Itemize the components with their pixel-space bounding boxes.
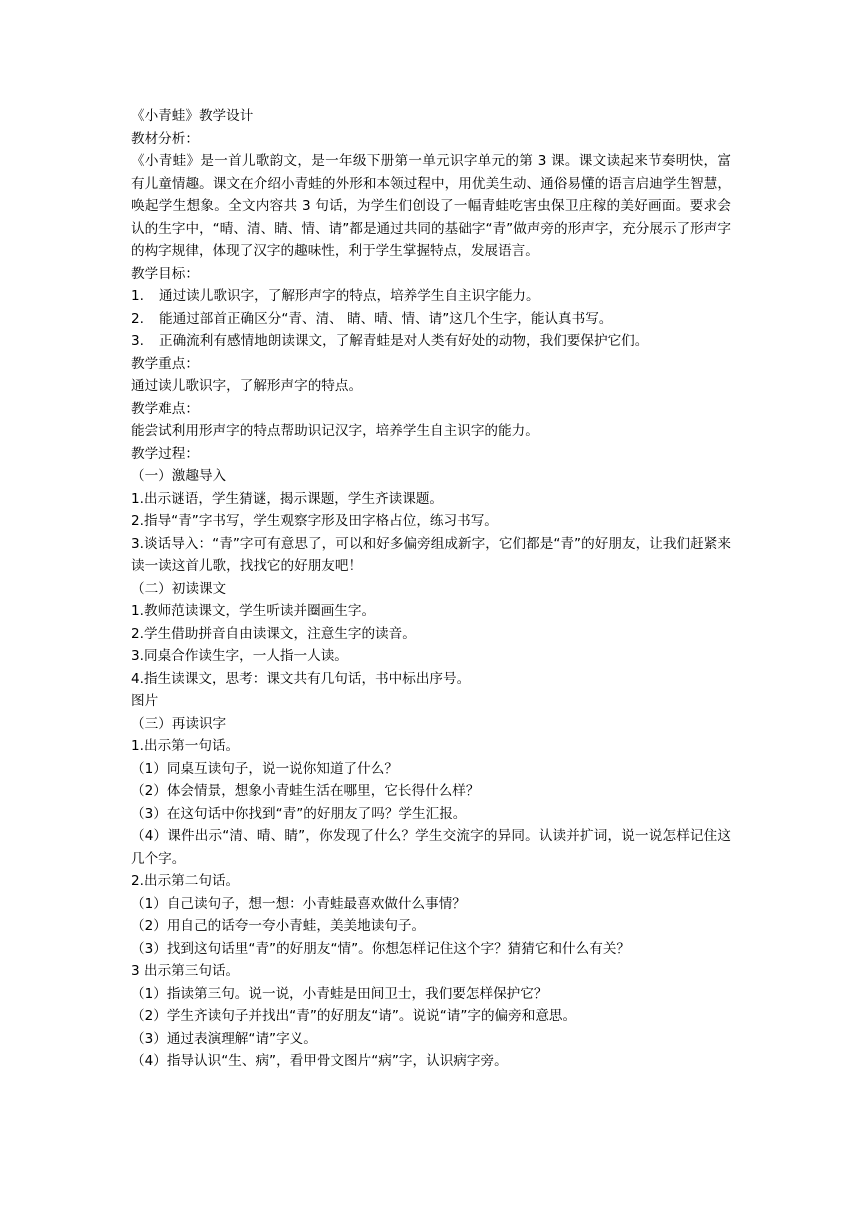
list-item: 1.教师范读课文，学生听读并圈画生字。 xyxy=(131,603,376,619)
goal-item xyxy=(131,308,731,331)
goal-text: 能通过部首正确区分“青、清、 睛、晴、情、请”这几个生字，能认真书写。 xyxy=(159,310,613,327)
difficulty-heading: 教学难点： xyxy=(131,400,199,417)
document-body xyxy=(131,105,731,1073)
section-heading: （三）再读识字 xyxy=(131,715,227,732)
goal-number: 2. xyxy=(131,310,144,327)
analysis-heading: 教材分析： xyxy=(131,130,199,147)
sub-list-item: （4）课件出示“清、晴、睛”，你发现了什么？学生交流字的异同。认读并扩词，说一说怎样记住这几个字。 xyxy=(131,828,731,867)
image-placeholder-text: 图片 xyxy=(131,693,159,709)
process-heading: 教学过程： xyxy=(131,445,199,462)
sub-list-item: （3）在这句话中你找到“青”的好朋友了吗？学生汇报。 xyxy=(131,805,467,822)
goal-text: 通过读儿歌识字，了解形声字的特点，培养学生自主识字能力。 xyxy=(159,288,540,304)
sub-list-item: （1）指读第三句。说一说，小青蛙是田间卫士，我们要怎样保护它？ xyxy=(131,985,548,1002)
sub-list-item: （2）用自己的话夸一夸小青蛙，美美地读句子。 xyxy=(131,918,426,934)
list-item: 3 出示第三句话。 xyxy=(131,963,240,979)
goal-item xyxy=(131,285,731,308)
document-title: 《小青蛙》教学设计 xyxy=(131,108,254,124)
sub-list-item: （3）通过表演理解“请”字义。 xyxy=(131,1030,317,1047)
section-heading: （一）激趣导入 xyxy=(131,468,227,484)
list-item: 1.出示第一句话。 xyxy=(131,738,240,754)
key-points-text: 通过读儿歌识字，了解形声字的特点。 xyxy=(131,378,363,394)
sub-list-item: （1）自己读句子，想一想：小青蛙最喜欢做什么事情？ xyxy=(131,895,466,912)
list-item: 2.指导“青”字书写，学生观察字形及田字格占位，练习书写。 xyxy=(131,513,498,529)
sub-list-item: （1）同桌互读句子，说一说你知道了什么？ xyxy=(131,760,398,777)
list-item: 3.谈话导入：“青”字可有意思了，可以和好多偏旁组成新字，它们都是“青”的好朋友，让我们赶紧来读一读这首儿歌，找找它的好朋友吧！ xyxy=(131,535,731,574)
analysis-paragraph: 《小青蛙》是一首儿歌韵文，是一年级下册第一单元识字单元的第 3 课。课文读起来节奏明快，富有儿童情趣。课文在介绍小青蛙的外形和本领过程中，用优美生动、通俗易懂的语言启迪学生智慧，唤起学生想象。全文内容共 3 句话，为学生们创设了一幅青蛙吃害虫保卫庄稼的美好画面。要求会认的生字中，“晴、清、睛、情、请”都是通过共同的基础字“青”做声旁的形声字，充分展示了形声字的构字规律，体现了汉字的趣味性，利于学生掌握特点，发展语言。 xyxy=(131,153,731,259)
list-item: 2.出示第二句话。 xyxy=(131,873,240,889)
sub-list-item: （2）学生齐读句子并找出“青”的好朋友“请”。说说“请”字的偏旁和意思。 xyxy=(131,1008,577,1024)
difficulty-text: 能尝试利用形声字的特点帮助识记汉字，培养学生自主识字的能力。 xyxy=(131,423,539,439)
list-item: 1.出示谜语，学生猜谜，揭示课题，学生齐读课题。 xyxy=(131,490,444,507)
sub-list-item: （3）找到这句话里“青”的好朋友“情”。你想怎样记住这个字？猜猜它和什么有关？ xyxy=(131,940,631,957)
list-item: 2.学生借助拼音自由读课文，注意生字的读音。 xyxy=(131,625,416,642)
sub-list-item: （2）体会情景，想象小青蛙生活在哪里，它长得什么样？ xyxy=(131,783,480,799)
section-heading: （二）初读课文 xyxy=(131,580,227,597)
goal-item xyxy=(131,330,731,353)
list-item: 4.指生读课文，思考：课文共有几句话，书中标出序号。 xyxy=(131,670,471,687)
goal-text: 正确流利有感情地朗读课文，了解青蛙是对人类有好处的动物，我们要保护它们。 xyxy=(159,333,649,349)
goal-number: 1. xyxy=(131,288,144,304)
goals-heading: 教学目标： xyxy=(131,265,199,282)
key-points-heading: 教学重点： xyxy=(131,355,199,372)
list-item: 3.同桌合作读生字，一人指一人读。 xyxy=(131,648,348,664)
sub-list-item: （4）指导认识“生、病”，看甲骨文图片“病”字，认识病字旁。 xyxy=(131,1053,508,1069)
goal-number: 3. xyxy=(131,333,144,349)
